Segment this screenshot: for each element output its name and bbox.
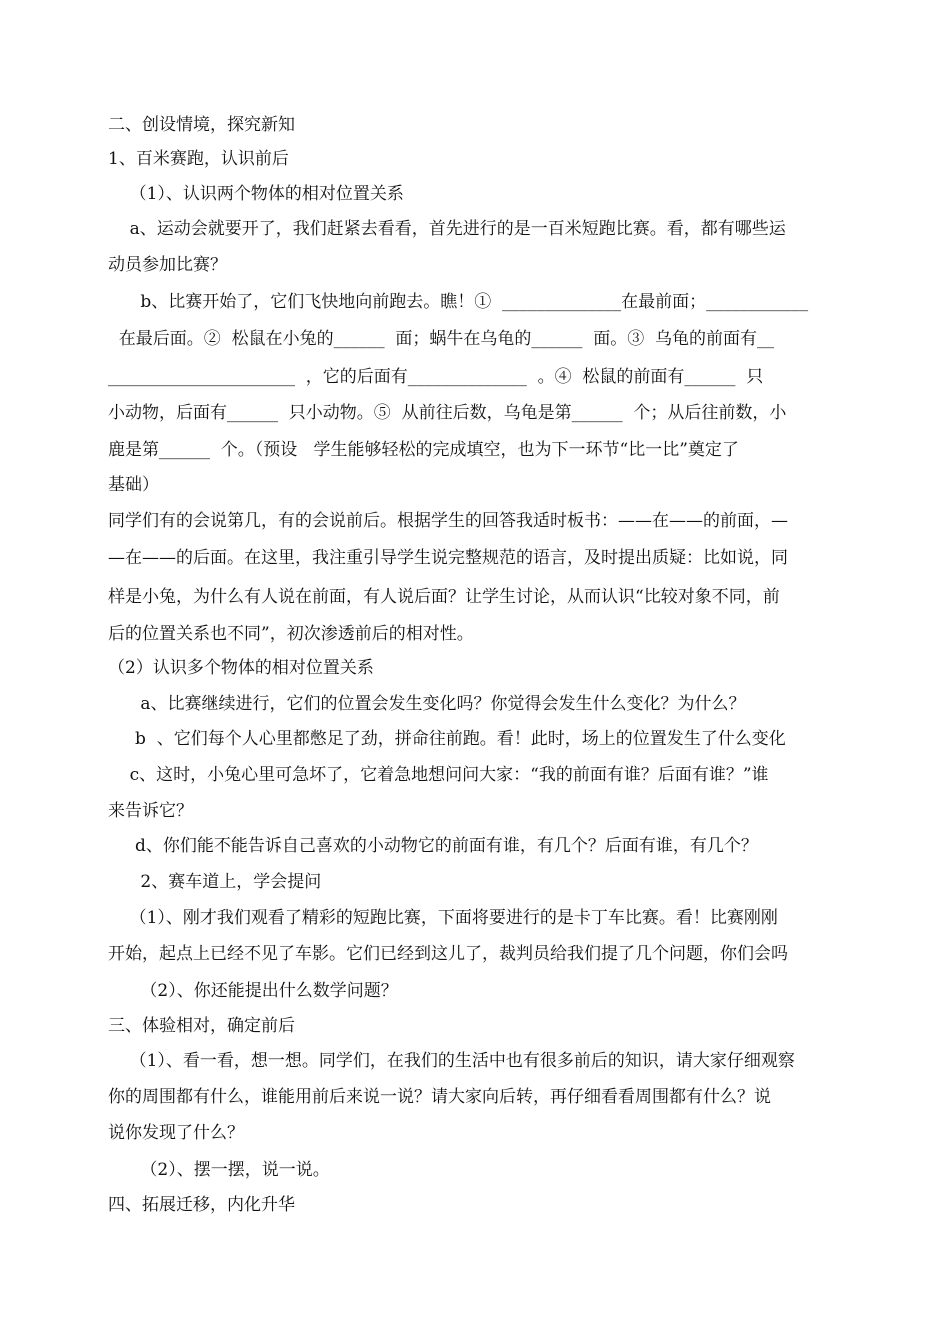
heading-section-2: 二、创设情境，探究新知 bbox=[108, 115, 295, 135]
fill-blank-line: ______________________ ，它的后面有______________ 。④ 松鼠的前面有______ 只 bbox=[108, 367, 764, 387]
paragraph-line: c、这时，小兔心里可急坏了，它着急地想问问大家：“我的前面有谁？后面有谁？”谁 bbox=[108, 765, 769, 785]
paragraph-line: a、运动会就要开了，我们赶紧去看看，首先进行的是一百米短跑比赛。看，都有哪些运 bbox=[108, 219, 786, 239]
paragraph-line: 开始，起点上已经不见了车影。它们已经到这儿了，裁判员给我们提了几个问题，你们会吗 bbox=[108, 944, 788, 964]
paragraph-line: 说你发现了什么？ bbox=[108, 1123, 244, 1143]
fill-blank-line: 在最后面。② 松鼠在小兔的______ 面；蜗牛在乌龟的______ 面。③ 乌龟的前面有__ bbox=[108, 329, 775, 349]
paragraph-line: （1）、刚才我们观看了精彩的短跑比赛，下面将要进行的是卡丁车比赛。看！比赛刚刚 bbox=[108, 908, 778, 928]
paragraph-line: 基础） bbox=[108, 475, 159, 495]
paragraph-line: 后的位置关系也不同”，初次渗透前后的相对性。 bbox=[108, 624, 474, 644]
paragraph-line: 来告诉它？ bbox=[108, 801, 193, 821]
paragraph-line: —在——的后面。在这里，我注重引导学生说完整规范的语言，及时提出质疑：比如说，同 bbox=[108, 548, 788, 568]
heading-section-3: 三、体验相对，确定前后 bbox=[108, 1016, 295, 1036]
paragraph-line: 动员参加比赛？ bbox=[108, 255, 227, 275]
subheading-1: （1）、认识两个物体的相对位置关系 bbox=[108, 184, 404, 204]
paragraph-line: d、你们能不能告诉自己喜欢的小动物它的前面有谁，有几个？后面有谁，有几个？ bbox=[108, 836, 758, 856]
heading-1-race: 1、百米赛跑，认识前后 bbox=[108, 149, 289, 169]
paragraph-line: a、比赛继续进行，它们的位置会发生变化吗？你觉得会发生什么变化？为什么？ bbox=[108, 694, 746, 714]
fill-blank-line: 小动物，后面有______ 只小动物。⑤ 从前往后数，乌龟是第______ 个；从后往前数，小 bbox=[108, 403, 787, 423]
fill-blank-line: b、比赛开始了，它们飞快地向前跑去。瞧！① ______________在最前面；____________ bbox=[108, 292, 809, 312]
paragraph-line: 你的周围都有什么，谁能用前后来说一说？请大家向后转，再仔细看看周围都有什么？说 bbox=[108, 1087, 771, 1107]
paragraph-line: （1）、看一看，想一想。同学们，在我们的生活中也有很多前后的知识，请大家仔细观察 bbox=[108, 1051, 795, 1071]
fill-blank-line: 鹿是第______ 个。（预设 学生能够轻松的完成填空，也为下一环节“比一比”奠定了 bbox=[108, 440, 739, 460]
paragraph-line: （2）、你还能提出什么数学问题？ bbox=[108, 981, 398, 1001]
paragraph-line: 样是小兔，为什么有人说在前面，有人说后面？让学生讨论，从而认识“比较对象不同，前 bbox=[108, 587, 780, 607]
heading-section-4: 四、拓展迁移，内化升华 bbox=[108, 1195, 295, 1215]
heading-2-racing: 2、赛车道上，学会提问 bbox=[108, 872, 322, 892]
paragraph-line: 同学们有的会说第几，有的会说前后。根据学生的回答我适时板书：——在——的前面，— bbox=[108, 511, 788, 531]
subheading-2: （2）认识多个物体的相对位置关系 bbox=[108, 658, 374, 678]
paragraph-line: （2）、摆一摆，说一说。 bbox=[108, 1160, 330, 1180]
paragraph-line: b 、它们每个人心里都憋足了劲，拼命往前跑。看！此时，场上的位置发生了什么变化 bbox=[108, 729, 786, 749]
